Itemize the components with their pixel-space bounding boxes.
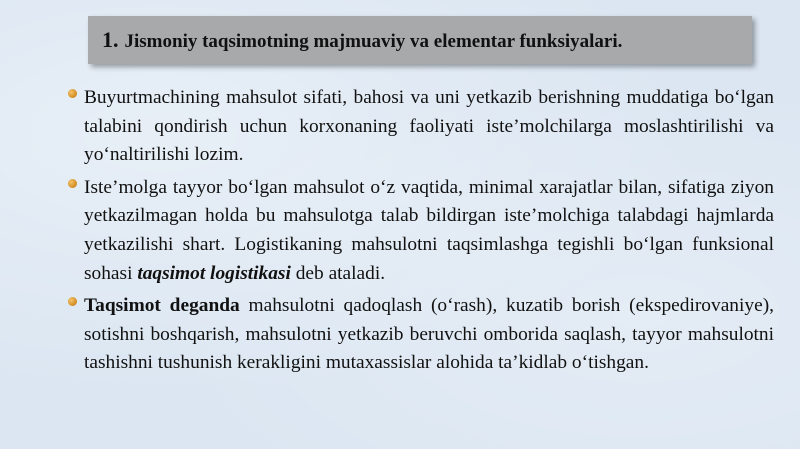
title-number: 1.: [102, 27, 119, 52]
bullet-icon: [68, 297, 77, 306]
bullet-list: [66, 84, 774, 382]
bullet-item-2: [66, 174, 774, 288]
bullet-item-3: [66, 292, 774, 378]
bullet-text: Buyurtmachining mahsulot sifati, bahosi va uni yetkazib berishning muddatiga bo‘lgan talabini qondirish uchun korxonaning faoliyati iste’molchilarga moslashtirilishi va yo‘naltirilishi lozim.: [84, 87, 774, 166]
bullet-bold-term: Taqsimot deganda: [84, 295, 240, 317]
bullet-icon: [68, 179, 77, 188]
bullet-icon: [68, 89, 77, 98]
title-box: [88, 16, 752, 64]
bullet-text-end: mahsulotni qadoqlash (o‘rash), kuzatib borish (ekspedirovaniye), sotishni boshqarish, mahsulotni yetkazib beruvchi omborida saqlash, tayyor mahsulotni tashishni tushunish kerakligini mutaxassislar alohida ta’kidlab o‘tishgan.: [84, 295, 774, 374]
bullet-text-start: Iste’molga tayyor bo‘lgan mahsulot o‘z vaqtida, minimal xarajatlar bilan, sifatiga ziyon yetkazilmagan holda bu mahsulotga talab bildirgan iste’molchiga talabdagi hajmlarda yetkazilishi shart. Logistikaning mahsulotni taqsimlashga tegishli bo‘lgan funksional sohasi: [84, 176, 774, 284]
bullet-emphasis: taqsimot logistikasi: [137, 262, 291, 284]
slide-title: [102, 27, 622, 53]
bullet-text-end: deb ataladi.: [290, 262, 386, 284]
bullet-item-1: [66, 84, 774, 170]
title-text: Jismoniy taqsimotning majmuaviy va elementar funksiyalari.: [124, 31, 623, 52]
